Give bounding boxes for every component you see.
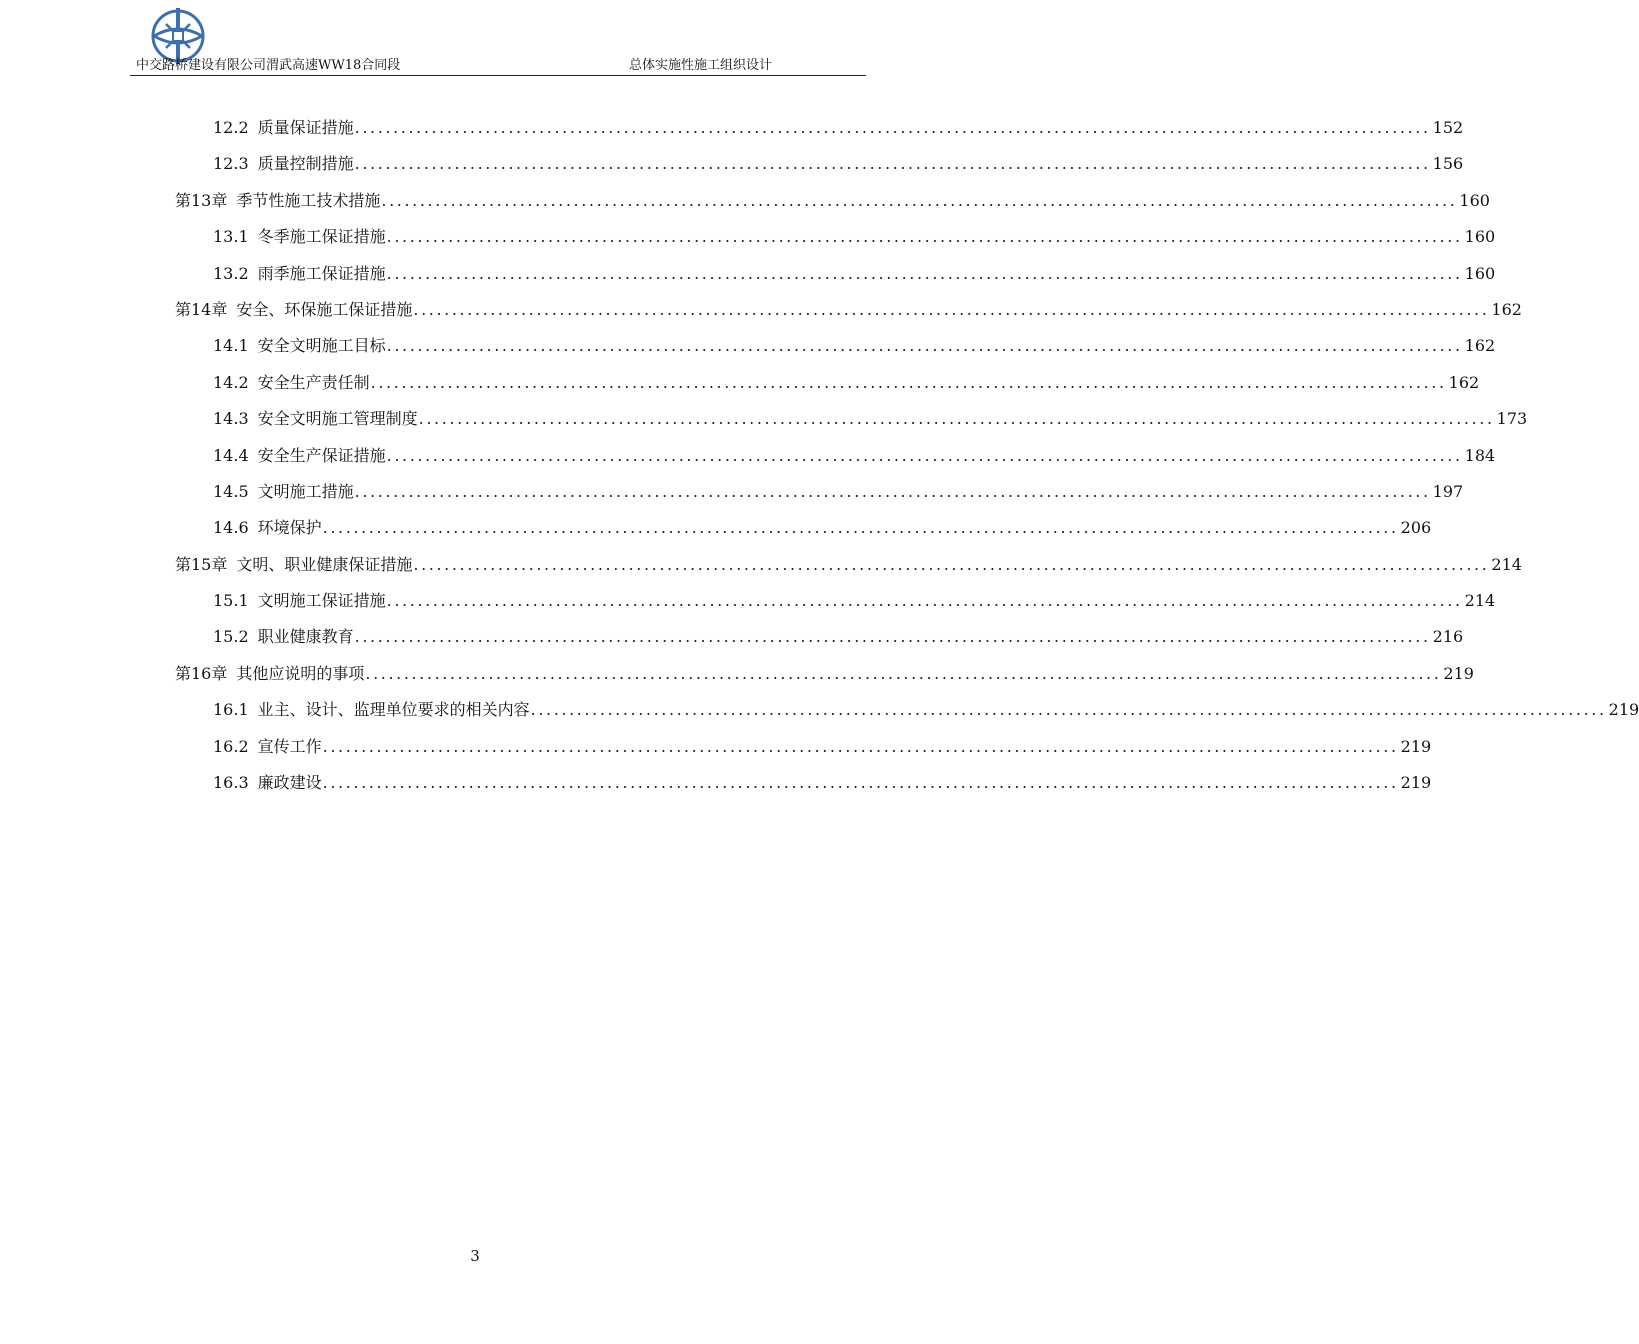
toc-entry-number: 16.1 xyxy=(213,700,249,720)
toc-entry-page: 219 xyxy=(1400,773,1432,793)
toc-entry-title: 安全生产保证措施 xyxy=(257,445,386,465)
toc-entry-number: 14.2 xyxy=(213,372,249,392)
toc-dot-leader: ............................................................................................................................................ xyxy=(322,773,1399,793)
toc-entry-title: 雨季施工保证措施 xyxy=(257,263,386,283)
toc-entry-page: 152 xyxy=(1432,118,1464,137)
toc-entry-number: 第16章 xyxy=(175,663,228,683)
toc-entry-number: 第15章 xyxy=(175,554,228,574)
toc-section-entry[interactable] xyxy=(175,369,1480,405)
toc-dot-leader: ............................................................................................................................................ xyxy=(386,591,1463,611)
toc-section-entry[interactable] xyxy=(175,405,1528,441)
toc-entry-title: 文明施工保证措施 xyxy=(257,591,386,611)
toc-entry-page: 216 xyxy=(1432,627,1464,647)
toc-dot-leader: ............................................................................................................................................ xyxy=(370,372,1447,392)
toc-entry-title: 其他应说明的事项 xyxy=(236,663,365,683)
toc-section-entry[interactable] xyxy=(175,696,1639,732)
toc-section-entry[interactable] xyxy=(175,223,1496,259)
toc-section-entry[interactable] xyxy=(175,587,1496,623)
toc-entry-page: 162 xyxy=(1491,299,1522,319)
toc-section-entry[interactable] xyxy=(175,114,1464,150)
toc-entry-page: 162 xyxy=(1448,372,1480,392)
toc-dot-leader: ............................................................................................................................................ xyxy=(365,663,1442,683)
toc-entry-number: 第14章 xyxy=(175,299,228,319)
toc-entry-page: 184 xyxy=(1464,445,1496,465)
company-logo-icon xyxy=(148,4,208,66)
page-header xyxy=(130,0,866,78)
toc-section-entry[interactable] xyxy=(175,514,1432,550)
toc-dot-leader: ............................................................................................................................................ xyxy=(354,481,1431,501)
toc-entry-page: 173 xyxy=(1496,409,1528,429)
toc-entry-page: 219 xyxy=(1608,700,1639,720)
toc-entry-number: 13.2 xyxy=(213,263,249,283)
toc-dot-leader: ............................................................................................................................................ xyxy=(354,627,1431,647)
toc-entry-number: 12.3 xyxy=(213,154,249,174)
toc-entry-number: 15.2 xyxy=(213,627,249,647)
toc-entry-page: 162 xyxy=(1464,336,1496,356)
toc-dot-leader: ............................................................................................................................................ xyxy=(413,299,1490,319)
toc-entry-page: 160 xyxy=(1459,190,1490,210)
toc-entry-number: 14.4 xyxy=(213,445,249,465)
toc-entry-title: 质量保证措施 xyxy=(257,118,354,137)
toc-entry-number: 14.1 xyxy=(213,336,249,356)
header-divider xyxy=(130,75,866,76)
toc-dot-leader: ............................................................................................................................................ xyxy=(386,263,1463,283)
toc-entry-title: 文明施工措施 xyxy=(257,481,354,501)
toc-entry-page: 214 xyxy=(1464,591,1496,611)
table-of-contents xyxy=(175,114,1639,805)
toc-entry-page: 219 xyxy=(1400,736,1432,756)
toc-entry-number: 14.3 xyxy=(213,409,249,429)
toc-dot-leader: ............................................................................................................................................ xyxy=(354,154,1431,174)
toc-entry-title: 安全生产责任制 xyxy=(257,372,370,392)
toc-chapter-entry[interactable] xyxy=(175,551,1522,587)
toc-entry-number: 第13章 xyxy=(175,190,228,210)
toc-entry-page: 160 xyxy=(1464,263,1496,283)
toc-entry-number: 14.6 xyxy=(213,518,249,538)
toc-section-entry[interactable] xyxy=(175,150,1464,186)
toc-entry-page: 197 xyxy=(1432,481,1464,501)
toc-dot-leader: ............................................................................................................................................ xyxy=(413,554,1490,574)
toc-entry-number: 16.3 xyxy=(213,773,249,793)
toc-entry-number: 15.1 xyxy=(213,591,249,611)
toc-dot-leader: ............................................................................................................................................ xyxy=(418,409,1495,429)
toc-entry-title: 安全、环保施工保证措施 xyxy=(236,299,413,319)
toc-entry-title: 安全文明施工管理制度 xyxy=(257,409,418,429)
toc-entry-page: 160 xyxy=(1464,227,1496,247)
toc-entry-number: 12.2 xyxy=(213,118,249,137)
toc-dot-leader: ............................................................................................................................................ xyxy=(386,336,1463,356)
toc-entry-title: 文明、职业健康保证措施 xyxy=(236,554,413,574)
toc-section-entry[interactable] xyxy=(175,332,1496,368)
toc-entry-title: 宣传工作 xyxy=(257,736,322,756)
page-number: 3 xyxy=(470,1247,480,1265)
toc-section-entry[interactable] xyxy=(175,769,1432,805)
toc-dot-leader: ............................................................................................................................................ xyxy=(530,700,1607,720)
header-company-project: 中交路桥建设有限公司渭武高速WW18合同段 xyxy=(136,58,401,73)
toc-section-entry[interactable] xyxy=(175,260,1496,296)
toc-entry-title: 安全文明施工目标 xyxy=(257,336,386,356)
toc-dot-leader: ............................................................................................................................................ xyxy=(322,736,1399,756)
toc-dot-leader: ............................................................................................................................................ xyxy=(354,118,1431,137)
toc-section-entry[interactable] xyxy=(175,733,1432,769)
header-document-title: 总体实施性施工组织设计 xyxy=(628,58,772,73)
toc-entry-title: 业主、设计、监理单位要求的相关内容 xyxy=(257,700,530,720)
toc-entry-title: 质量控制措施 xyxy=(257,154,354,174)
toc-entry-number: 13.1 xyxy=(213,227,249,247)
toc-dot-leader: ............................................................................................................................................ xyxy=(386,445,1463,465)
toc-entry-page: 156 xyxy=(1432,154,1464,174)
toc-chapter-entry[interactable] xyxy=(175,660,1474,696)
toc-entry-title: 冬季施工保证措施 xyxy=(257,227,386,247)
toc-section-entry[interactable] xyxy=(175,623,1464,659)
toc-entry-number: 14.5 xyxy=(213,481,249,501)
toc-entry-title: 季节性施工技术措施 xyxy=(236,190,381,210)
toc-entry-page: 214 xyxy=(1491,554,1522,574)
toc-section-entry[interactable] xyxy=(175,478,1464,514)
toc-dot-leader: ............................................................................................................................................ xyxy=(322,518,1399,538)
toc-entry-page: 206 xyxy=(1400,518,1432,538)
toc-entry-title: 职业健康教育 xyxy=(257,627,354,647)
toc-entry-number: 16.2 xyxy=(213,736,249,756)
toc-chapter-entry[interactable] xyxy=(175,296,1522,332)
toc-dot-leader: ............................................................................................................................................ xyxy=(386,227,1463,247)
toc-entry-page: 219 xyxy=(1443,663,1474,683)
toc-section-entry[interactable] xyxy=(175,442,1496,478)
toc-dot-leader: ............................................................................................................................................ xyxy=(381,190,1458,210)
toc-entry-title: 廉政建设 xyxy=(257,773,322,793)
toc-chapter-entry[interactable] xyxy=(175,187,1490,223)
toc-entry-title: 环境保护 xyxy=(257,518,322,538)
